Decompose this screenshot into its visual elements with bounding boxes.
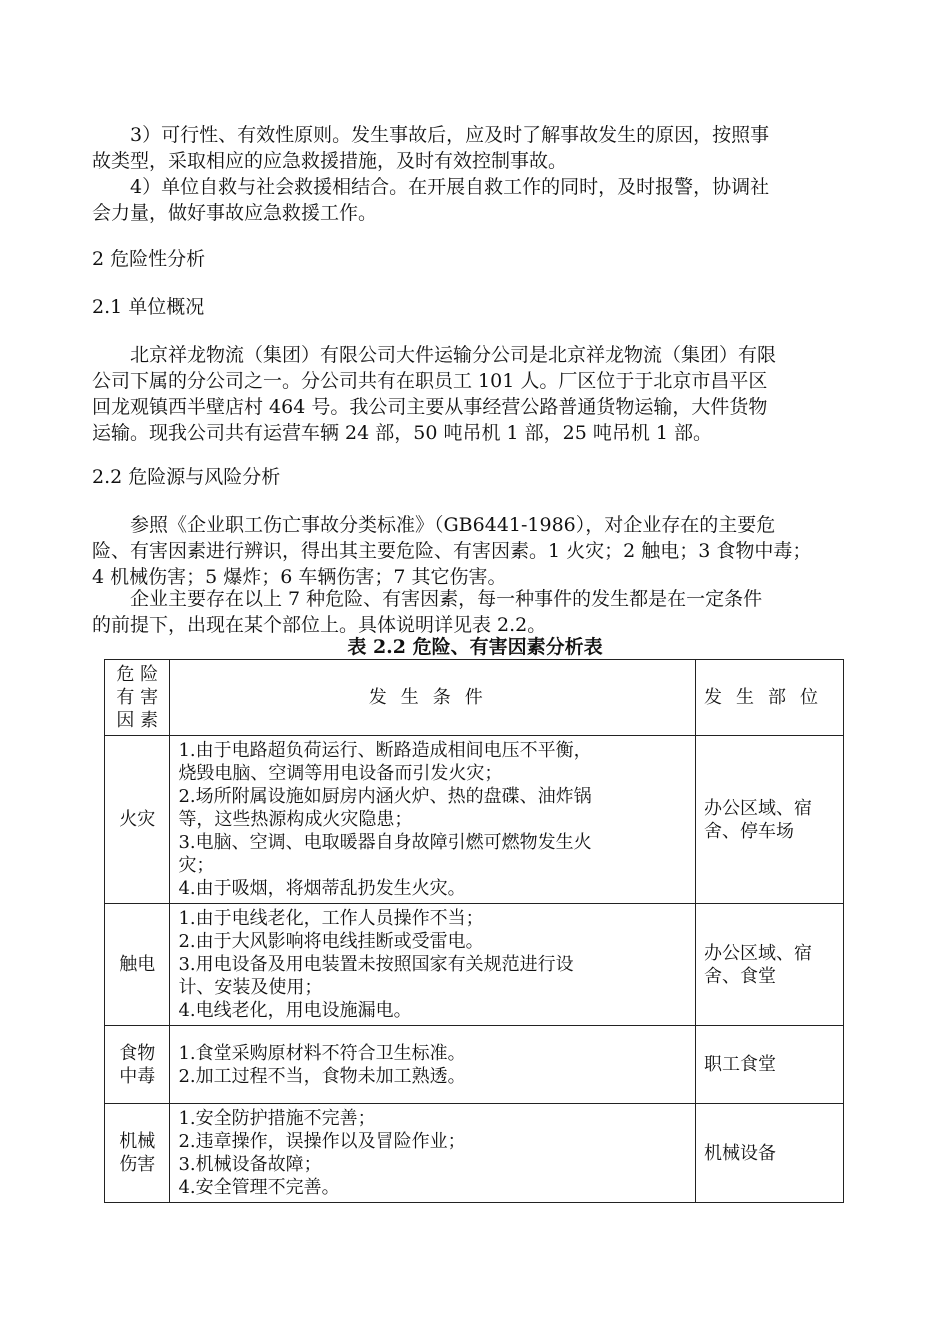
condition-line: 3.用电设备及用电装置未按照国家有关规范进行设 [178,954,574,975]
text-line: 运输。现我公司共有运营车辆 24 部，50 吨吊机 1 部，25 吨吊机 1 部。 [92,422,713,444]
factor-cell [105,904,170,1026]
condition-line: 2.场所附属设施如厨房内涵火炉、热的盘碟、油炸锅 [178,786,592,807]
condition-cell [170,736,696,904]
factor-cell [105,1104,170,1203]
condition-line: 4.由于吸烟，将烟蒂乱扔发生火灾。 [178,878,466,899]
text-line: 回龙观镇西半壁店村 464 号。我公司主要从事经营公路普通货物运输，大件货物 [92,396,768,418]
header-factor-cell [105,660,170,736]
section-heading-2-1: 2.1 单位概况 [92,296,205,318]
location-cell [695,736,843,904]
header-condition-cell: 发生条件 [170,660,696,736]
header-factor-line: 危 险 [116,664,159,685]
location-line: 办公区域、宿 [703,942,812,964]
table-row [105,736,844,904]
location-line: 职工食堂 [703,1054,776,1075]
table-header-row [105,660,844,736]
factor-line: 伤害 [119,1154,156,1175]
condition-line: 烧毁电脑、空调等用电设备而引发火灾； [178,763,503,784]
text-line: 企业主要存在以上 7 种危险、有害因素，每一种事件的发生都是在一定条件 [92,588,763,610]
section-heading-2: 2 危险性分析 [92,248,206,270]
text-line: 参照《企业职工伤亡事故分类标准》（GB6441-1986），对企业存在的主要危 [92,514,776,536]
text-line: 4 机械伤害；5 爆炸；6 车辆伤害；7 其它伤害。 [92,566,507,588]
factor-line: 触电 [119,954,156,975]
condition-line: 2.违章操作，误操作以及冒险作业； [178,1131,466,1152]
condition-line: 1.安全防护措施不完善； [178,1108,376,1129]
factor-cell [105,736,170,904]
header-location-cell: 发生部位 [695,660,843,736]
location-line: 机械设备 [703,1142,776,1164]
factor-line: 食物 [119,1042,156,1064]
text-line: 会力量，做好事故应急救援工作。 [92,202,378,224]
condition-line: 等，这些热源构成火灾隐患； [178,809,413,830]
condition-line: 灾； [178,855,215,876]
principle-paragraph-3 [92,122,862,174]
location-line: 舍、食堂 [703,965,776,987]
text-line: 的前提下，出现在某个部位上。具体说明详见表 2.2。 [92,614,547,636]
text-line: 公司下属的分公司之一。分公司共有在职员工 101 人。厂区位于于北京市昌平区 [92,370,768,392]
location-line: 舍、停车场 [703,820,794,842]
hazard-analysis-table [104,659,844,1203]
condition-line: 1.食堂采购原材料不符合卫生标准。 [178,1042,466,1064]
table-row [105,904,844,1026]
condition-line: 1.由于电路超负荷运行、断路造成相间电压不平衡， [178,740,592,761]
condition-cell [170,904,696,1026]
condition-line: 4.电线老化，用电设施漏电。 [178,1000,412,1021]
factor-line: 中毒 [119,1065,156,1087]
condition-line: 计、安装及使用； [178,977,323,998]
factor-cell [105,1026,170,1104]
condition-line: 3.电脑、空调、电取暖器自身故障引燃可燃物发生火 [178,832,592,853]
table-row [105,1104,844,1203]
table-row [105,1026,844,1104]
factor-line: 火灾 [119,809,156,830]
condition-line: 3.机械设备故障； [178,1154,322,1175]
factor-line: 机械 [119,1131,156,1152]
text-line: 北京祥龙物流（集团）有限公司大件运输分公司是北京祥龙物流（集团）有限 [92,344,777,366]
condition-line: 2.加工过程不当，食物未加工熟透。 [178,1065,466,1087]
location-line: 办公区域、宿 [703,797,812,819]
condition-line: 2.由于大风影响将电线挂断或受雷电。 [178,931,484,952]
section-heading-2-2: 2.2 危险源与风险分析 [92,466,281,488]
location-cell [695,904,843,1026]
condition-cell [170,1026,696,1104]
condition-cell [170,1104,696,1203]
company-overview-paragraph [92,342,862,446]
location-cell [695,1104,843,1203]
header-factor-line: 因 素 [116,710,159,731]
text-line: 险、有害因素进行辨识，得出其主要危险、有害因素。1 火灾；2 触电；3 食物中毒； [92,540,812,562]
principle-paragraph-4 [92,174,862,226]
location-cell [695,1026,843,1104]
condition-line: 1.由于电线老化，工作人员操作不当； [178,908,484,929]
text-line: 4）单位自救与社会救援相结合。在开展自救工作的同时，及时报警，协调社 [92,176,770,198]
condition-line: 4.安全管理不完善。 [178,1177,340,1198]
header-factor-line: 有 害 [116,687,159,708]
text-line: 3）可行性、有效性原则。发生事故后，应及时了解事故发生的原因，按照事 [92,124,770,146]
hazard-identification-paragraph [92,512,862,590]
table-caption: 表 2.2 危险、有害因素分析表 [347,636,603,658]
text-line: 故类型，采取相应的应急救援措施，及时有效控制事故。 [92,150,568,172]
hazard-summary-paragraph [92,586,862,638]
